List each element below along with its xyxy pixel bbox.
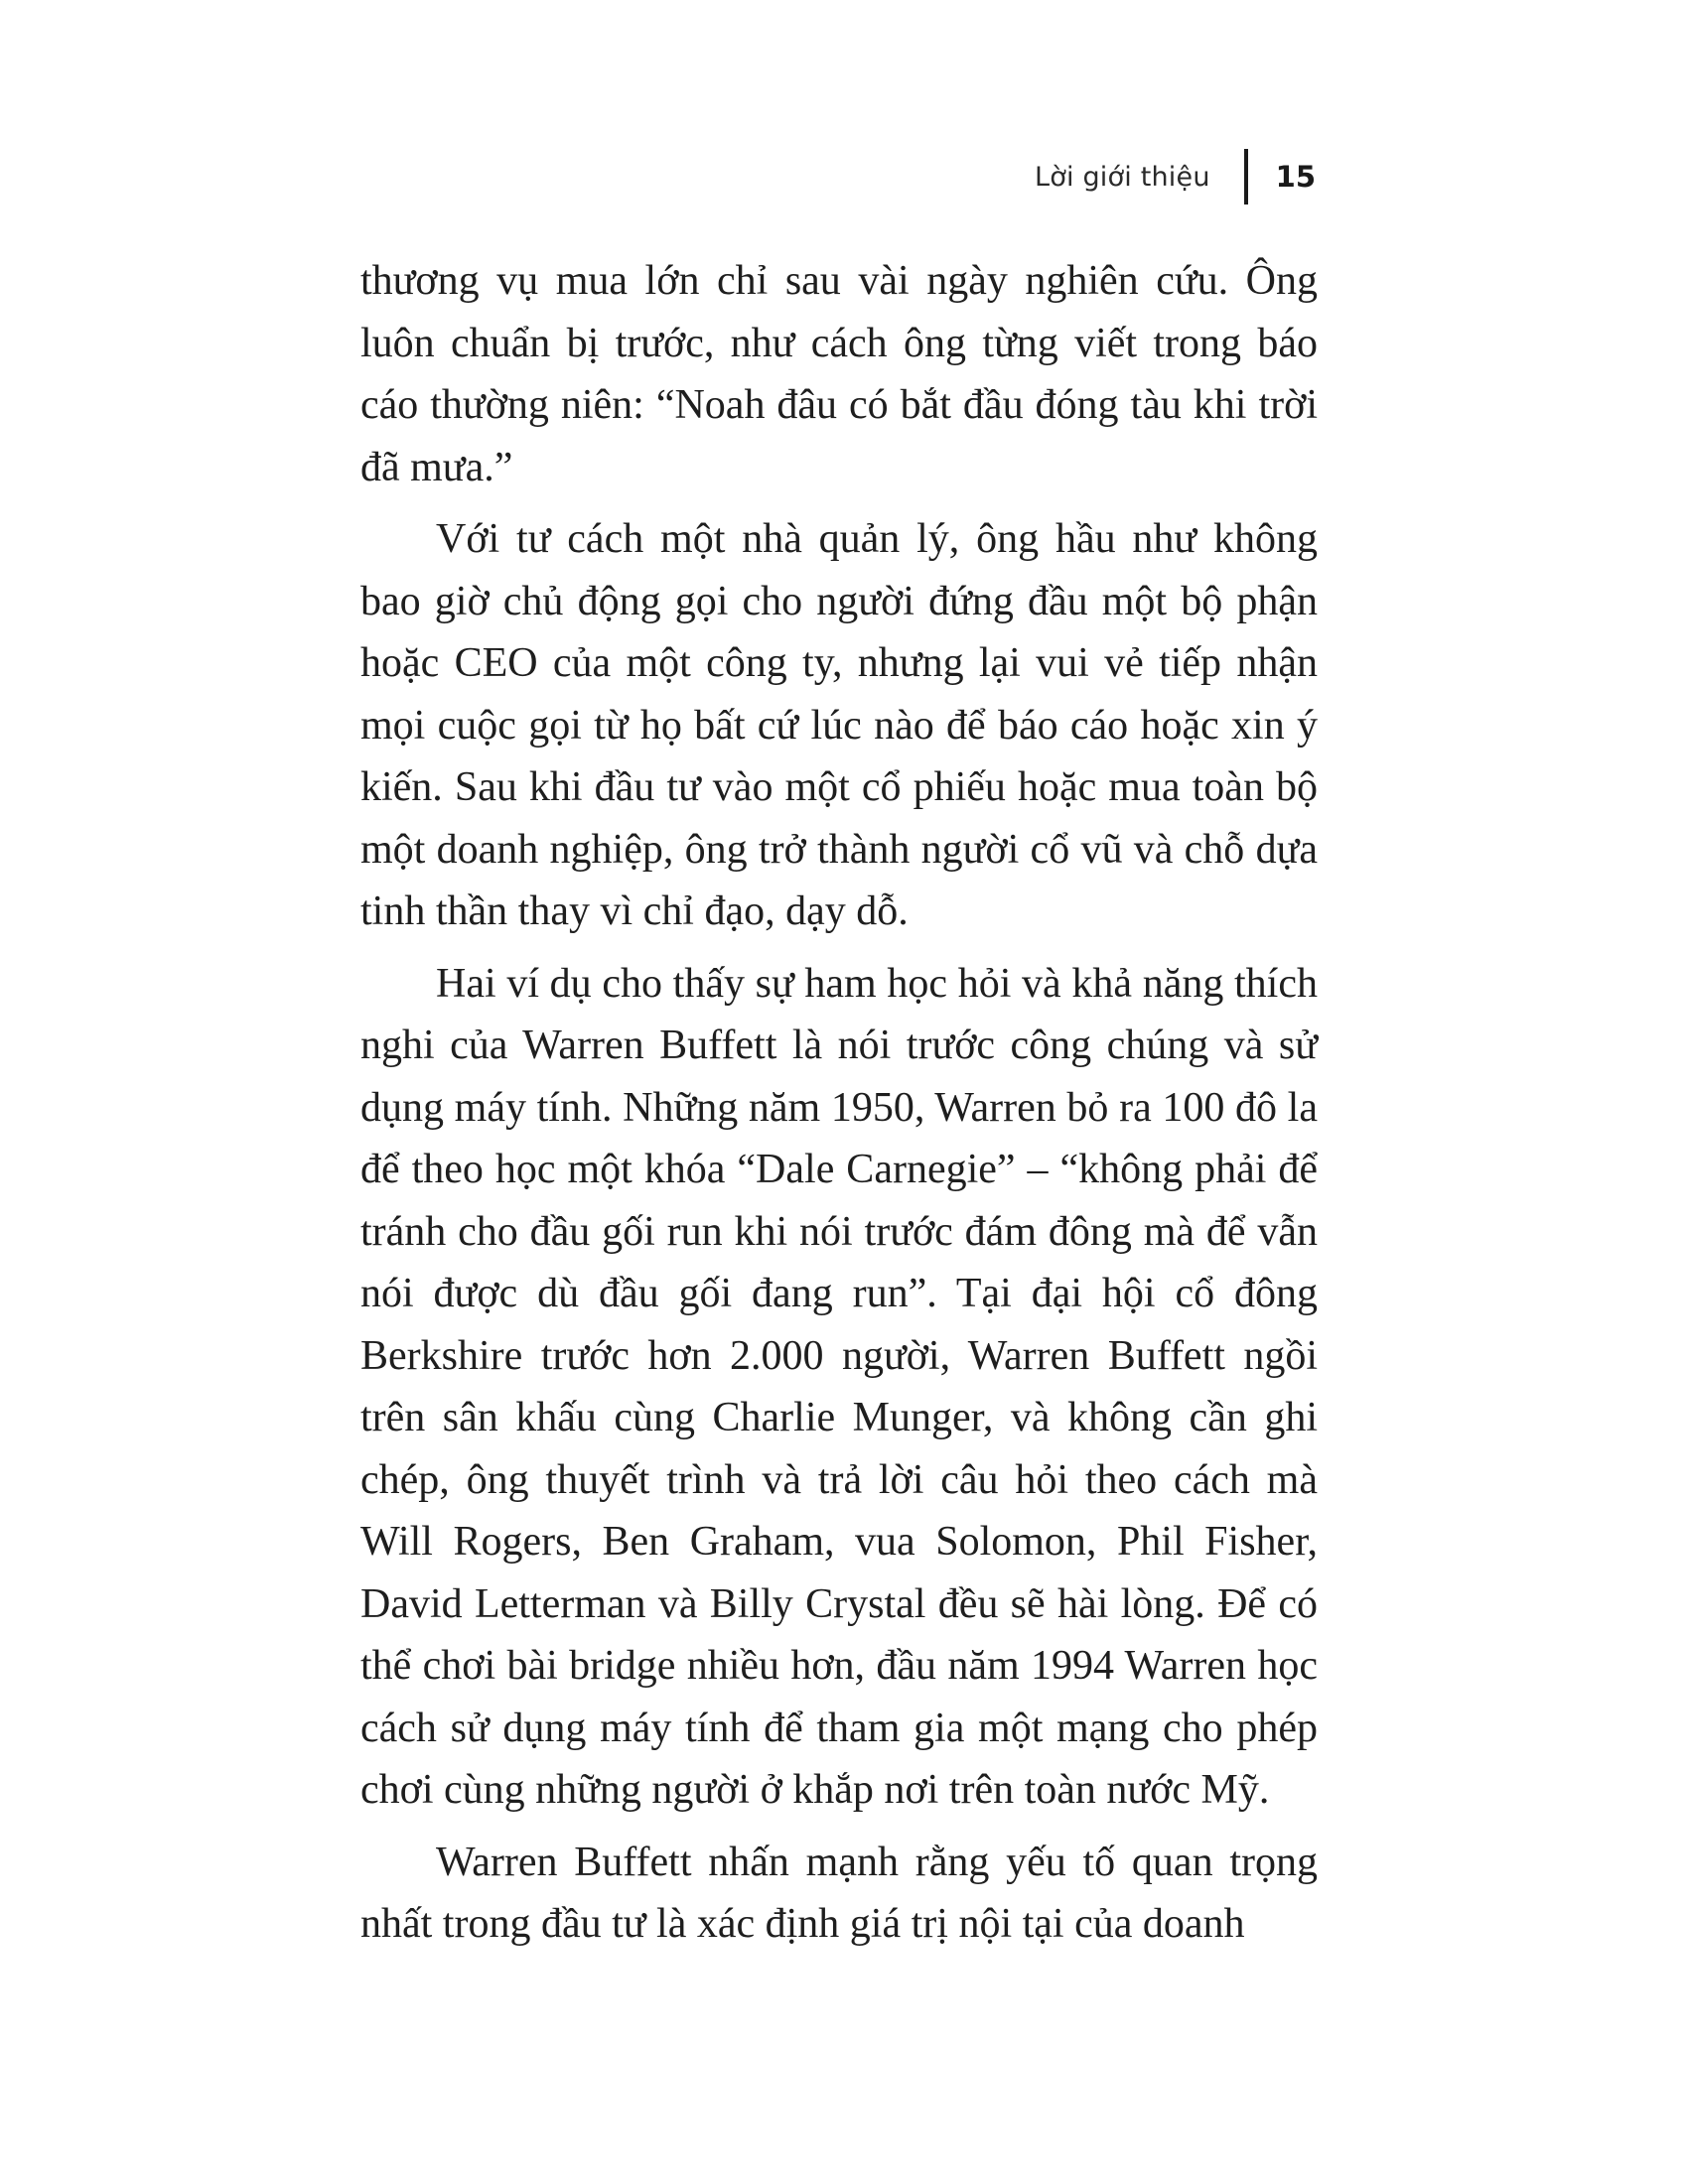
paragraph-2: Với tư cách một nhà quản lý, ông hầu như không bao giờ chủ động gọi cho người đứng đầu một bộ phận hoặc CEO của một công ty, nhưng lại vui vẻ tiếp nhận mọi cuộc gọi từ họ bất cứ lúc nào để báo cáo hoặc xin ý kiến. Sau khi đầu tư vào một cổ phiếu hoặc mua toàn bộ một doanh nghiệp, ông trở thành người cổ vũ và chỗ dựa tinh thần thay vì chỉ đạo, dạy dỗ. xyxy=(360,516,1318,934)
page-number: 15 xyxy=(1275,160,1316,194)
running-header xyxy=(1035,147,1316,206)
paragraph-4: Warren Buffett nhấn mạnh rằng yếu tố quan trọng nhất trong đầu tư là xác định giá trị nội tại của doanh xyxy=(360,1839,1318,1947)
body-text xyxy=(360,250,1318,1966)
section-title: Lời giới thiệu xyxy=(1035,161,1210,193)
paragraph-3: Hai ví dụ cho thấy sự ham học hỏi và khả năng thích nghi của Warren Buffett là nói trước công chúng và sử dụng máy tính. Những năm 1950, Warren bỏ ra 100 đô la để theo học một khóa “Dale Carnegie” – “không phải để tránh cho đầu gối run khi nói trước đám đông mà để vẫn nói được dù đầu gối đang run”. Tại đại hội cổ đông Berkshire trước hơn 2.000 người, Warren Buffett ngồi trên sân khấu cùng Charlie Munger, và không cần ghi chép, ông thuyết trình và trả lời câu hỏi theo cách mà Will Rogers, Ben Graham, vua Solomon, Phil Fisher, David Letterman và Billy Crystal đều sẽ hài lòng. Để có thể chơi bài bridge nhiều hơn, đầu năm 1994 Warren học cách sử dụng máy tính để tham gia một mạng cho phép chơi cùng những người ở khắp nơi trên toàn nước Mỹ. xyxy=(360,960,1318,1813)
header-divider xyxy=(1244,149,1248,205)
paragraph-1: thương vụ mua lớn chỉ sau vài ngày nghiên cứu. Ông luôn chuẩn bị trước, như cách ông từng viết trong báo cáo thường niên: “Noah đâu có bắt đầu đóng tàu khi trời đã mưa.” xyxy=(360,258,1318,490)
